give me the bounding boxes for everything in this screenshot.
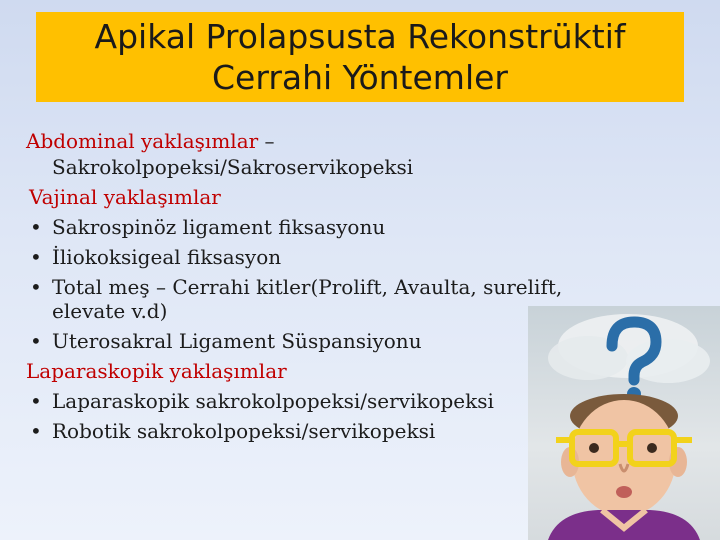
- bullet: •: [30, 419, 42, 443]
- title-line-1: Apikal Prolapsusta Rekonstrüktif: [94, 17, 626, 56]
- bullet-text: Laparaskopik sakrokolpopeksi/servikopeksi: [52, 389, 494, 413]
- bullet-text: Robotik sakrokolpopeksi/servikopeksi: [52, 419, 436, 443]
- vaginal-heading: Vajinal yaklaşımlar: [29, 185, 221, 209]
- list-item: [26, 242, 716, 272]
- list-item: [26, 212, 716, 242]
- abdominal-dash: –: [258, 129, 275, 153]
- bullet-text: Uterosakral Ligament Süspansiyonu: [52, 329, 422, 353]
- bullet-text: Total meş – Cerrahi kitler(Prolift, Avaulta, surelift,: [52, 275, 563, 299]
- bullet: •: [30, 245, 42, 269]
- question-mark-boy-photo: [528, 306, 720, 540]
- bullet-text: Sakrospinöz ligament fiksasyonu: [52, 215, 386, 239]
- bullet: •: [30, 215, 42, 239]
- bullet: •: [30, 389, 42, 413]
- abdominal-heading: Abdominal yaklaşımlar: [26, 129, 259, 153]
- bullet: •: [30, 275, 42, 299]
- bullet-text-continued: elevate v.d): [52, 299, 168, 323]
- title-box: [36, 12, 684, 102]
- question-mark-boy-icon: [528, 306, 720, 540]
- list-item: [26, 274, 716, 300]
- bullet-text: İliokoksigeal fiksasyon: [52, 245, 282, 269]
- abdominal-continuation: Sakrokolpopeksi/Sakroservikopeksi: [52, 155, 414, 179]
- laparoscopic-heading: Laparaskopik yaklaşımlar: [26, 359, 287, 383]
- title-line-2: Cerrahi Yöntemler: [211, 58, 508, 97]
- slide-title: [95, 16, 626, 98]
- bullet: •: [30, 329, 42, 353]
